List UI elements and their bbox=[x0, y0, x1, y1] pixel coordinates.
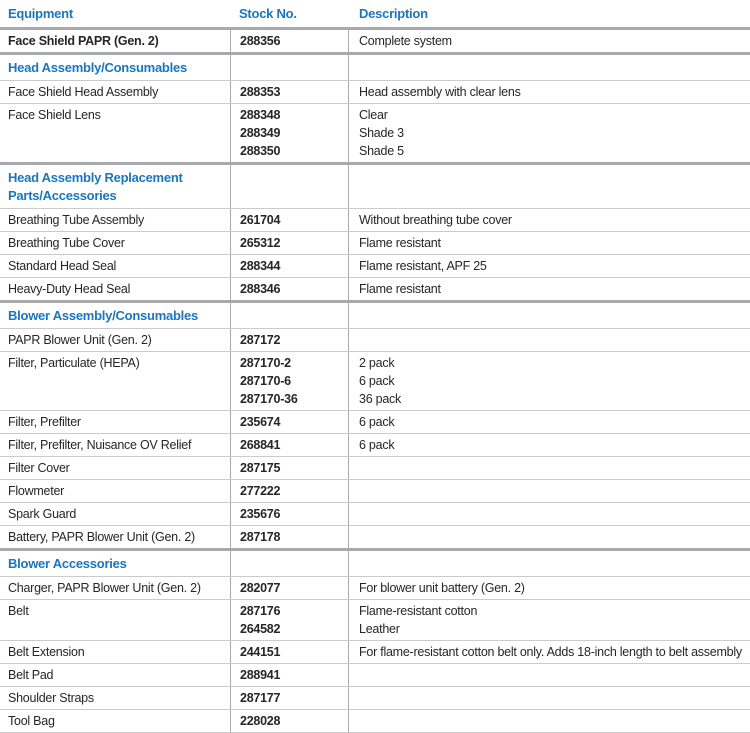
stock-line: 287170-36 bbox=[240, 392, 298, 406]
equipment-cell: Filter, Particulate (HEPA) bbox=[8, 356, 140, 370]
equipment-cell: PAPR Blower Unit (Gen. 2) bbox=[8, 333, 152, 347]
description-cell: For flame-resistant cotton belt only. Adds 18-inch length to belt assembly bbox=[359, 645, 742, 659]
equipment-cell: Charger, PAPR Blower Unit (Gen. 2) bbox=[8, 581, 201, 595]
equipment-cell: Standard Head Seal bbox=[8, 259, 117, 273]
stock-cell: 287175 bbox=[230, 457, 349, 479]
description-cell: Flame resistant, APF 25 bbox=[359, 259, 487, 273]
equipment-cell: Tool Bag bbox=[8, 714, 55, 728]
stock-cell bbox=[230, 352, 349, 410]
description-line: 6 pack bbox=[359, 374, 395, 388]
equipment-cell: Heavy-Duty Head Seal bbox=[8, 282, 131, 296]
description-cell: Flame resistant bbox=[359, 282, 441, 296]
description-cell-empty bbox=[349, 55, 750, 80]
equipment-cell: Face Shield Head Assembly bbox=[8, 85, 159, 99]
stock-cell-empty bbox=[230, 303, 349, 328]
stock-cell: 235674 bbox=[230, 411, 349, 433]
description-line: 36 pack bbox=[359, 392, 402, 406]
stock-cell: 244151 bbox=[230, 641, 349, 663]
description-line: Clear bbox=[359, 108, 388, 122]
stock-cell: 265312 bbox=[230, 232, 349, 254]
stock-cell-empty bbox=[230, 551, 349, 576]
table-row bbox=[0, 30, 750, 55]
table-row bbox=[0, 329, 750, 352]
equipment-cell: Face Shield Lens bbox=[8, 108, 101, 122]
table-header-row bbox=[0, 0, 750, 30]
equipment-cell: Breathing Tube Cover bbox=[8, 236, 125, 250]
section-title: Head Assembly/Consumables bbox=[8, 60, 187, 75]
table-row bbox=[0, 503, 750, 526]
table-row bbox=[0, 664, 750, 687]
stock-line: 287170-6 bbox=[240, 374, 291, 388]
description-cell bbox=[349, 526, 750, 548]
column-header-equipment: Equipment bbox=[8, 6, 73, 21]
table-row bbox=[0, 434, 750, 457]
description-line: Shade 3 bbox=[359, 126, 404, 140]
column-header-description: Description bbox=[359, 6, 428, 21]
section-header-row bbox=[0, 551, 750, 577]
description-cell bbox=[349, 600, 750, 640]
stock-cell-empty bbox=[230, 165, 349, 208]
description-cell: 6 pack bbox=[359, 438, 395, 452]
equipment-cell: Breathing Tube Assembly bbox=[8, 213, 144, 227]
section-header-row bbox=[0, 303, 750, 329]
equipment-cell: Shoulder Straps bbox=[8, 691, 94, 705]
description-line: Leather bbox=[359, 622, 400, 636]
description-cell-empty bbox=[349, 551, 750, 576]
table-row bbox=[0, 526, 750, 551]
table-row bbox=[0, 600, 750, 641]
equipment-cell: Belt Extension bbox=[8, 645, 85, 659]
table-row bbox=[0, 255, 750, 278]
table-row bbox=[0, 687, 750, 710]
table-row bbox=[0, 278, 750, 303]
equipment-cell: Spark Guard bbox=[8, 507, 77, 521]
table-row bbox=[0, 411, 750, 434]
description-line: Flame-resistant cotton bbox=[359, 604, 478, 618]
table-row bbox=[0, 641, 750, 664]
equipment-cell: Battery, PAPR Blower Unit (Gen. 2) bbox=[8, 530, 195, 544]
description-cell bbox=[349, 329, 750, 351]
stock-cell: 288353 bbox=[230, 81, 349, 103]
stock-cell: 277222 bbox=[230, 480, 349, 502]
description-cell: Head assembly with clear lens bbox=[359, 85, 521, 99]
description-cell: Without breathing tube cover bbox=[359, 213, 512, 227]
table-row bbox=[0, 81, 750, 104]
section-title: Blower Assembly/Consumables bbox=[8, 308, 198, 323]
stock-cell: 287177 bbox=[230, 687, 349, 709]
description-cell: Complete system bbox=[359, 34, 452, 48]
table-row bbox=[0, 104, 750, 165]
stock-cell: 235676 bbox=[230, 503, 349, 525]
stock-line: 288350 bbox=[240, 144, 281, 158]
table-row bbox=[0, 232, 750, 255]
description-line: Shade 5 bbox=[359, 144, 404, 158]
description-cell: Flame resistant bbox=[359, 236, 441, 250]
description-cell bbox=[349, 457, 750, 479]
description-line: 2 pack bbox=[359, 356, 395, 370]
stock-line: 264582 bbox=[240, 622, 281, 636]
equipment-cell: Filter, Prefilter bbox=[8, 415, 81, 429]
description-cell-empty bbox=[349, 165, 750, 208]
equipment-cell: Flowmeter bbox=[8, 484, 65, 498]
section-header-row bbox=[0, 165, 750, 209]
stock-cell: 288941 bbox=[230, 664, 349, 686]
description-cell bbox=[349, 503, 750, 525]
description-cell bbox=[349, 352, 750, 410]
equipment-cell: Belt bbox=[8, 604, 29, 618]
stock-cell: 288346 bbox=[230, 278, 349, 300]
stock-cell bbox=[230, 600, 349, 640]
stock-cell: 282077 bbox=[230, 577, 349, 599]
stock-cell: 287172 bbox=[230, 329, 349, 351]
stock-line: 288349 bbox=[240, 126, 281, 140]
description-cell: 6 pack bbox=[359, 415, 395, 429]
description-cell bbox=[349, 480, 750, 502]
description-cell bbox=[349, 664, 750, 686]
column-header-stock-no: Stock No. bbox=[239, 6, 297, 21]
stock-cell: 287178 bbox=[230, 526, 349, 548]
table-row bbox=[0, 209, 750, 232]
description-cell-empty bbox=[349, 303, 750, 328]
equipment-cell: Filter, Prefilter, Nuisance OV Relief bbox=[8, 438, 192, 452]
table-row bbox=[0, 480, 750, 503]
table-row bbox=[0, 457, 750, 480]
table-row bbox=[0, 577, 750, 600]
description-cell bbox=[349, 710, 750, 732]
stock-cell bbox=[230, 104, 349, 162]
stock-cell: 288344 bbox=[230, 255, 349, 277]
section-title: Head Assembly Replacement Parts/Accessories bbox=[8, 170, 183, 203]
stock-cell: 288356 bbox=[230, 30, 349, 52]
table-row bbox=[0, 352, 750, 411]
section-title: Blower Accessories bbox=[8, 556, 127, 571]
equipment-cell: Face Shield PAPR (Gen. 2) bbox=[8, 34, 159, 48]
description-cell bbox=[349, 104, 750, 162]
description-cell: For blower unit battery (Gen. 2) bbox=[359, 581, 525, 595]
stock-line: 287170-2 bbox=[240, 356, 291, 370]
stock-cell: 261704 bbox=[230, 209, 349, 231]
equipment-cell: Filter Cover bbox=[8, 461, 70, 475]
stock-line: 287176 bbox=[240, 604, 281, 618]
stock-line: 288348 bbox=[240, 108, 281, 122]
description-cell bbox=[349, 687, 750, 709]
stock-cell: 268841 bbox=[230, 434, 349, 456]
stock-cell: 228028 bbox=[230, 710, 349, 732]
table-row bbox=[0, 710, 750, 733]
stock-cell-empty bbox=[230, 55, 349, 80]
equipment-cell: Belt Pad bbox=[8, 668, 54, 682]
section-header-row bbox=[0, 55, 750, 81]
